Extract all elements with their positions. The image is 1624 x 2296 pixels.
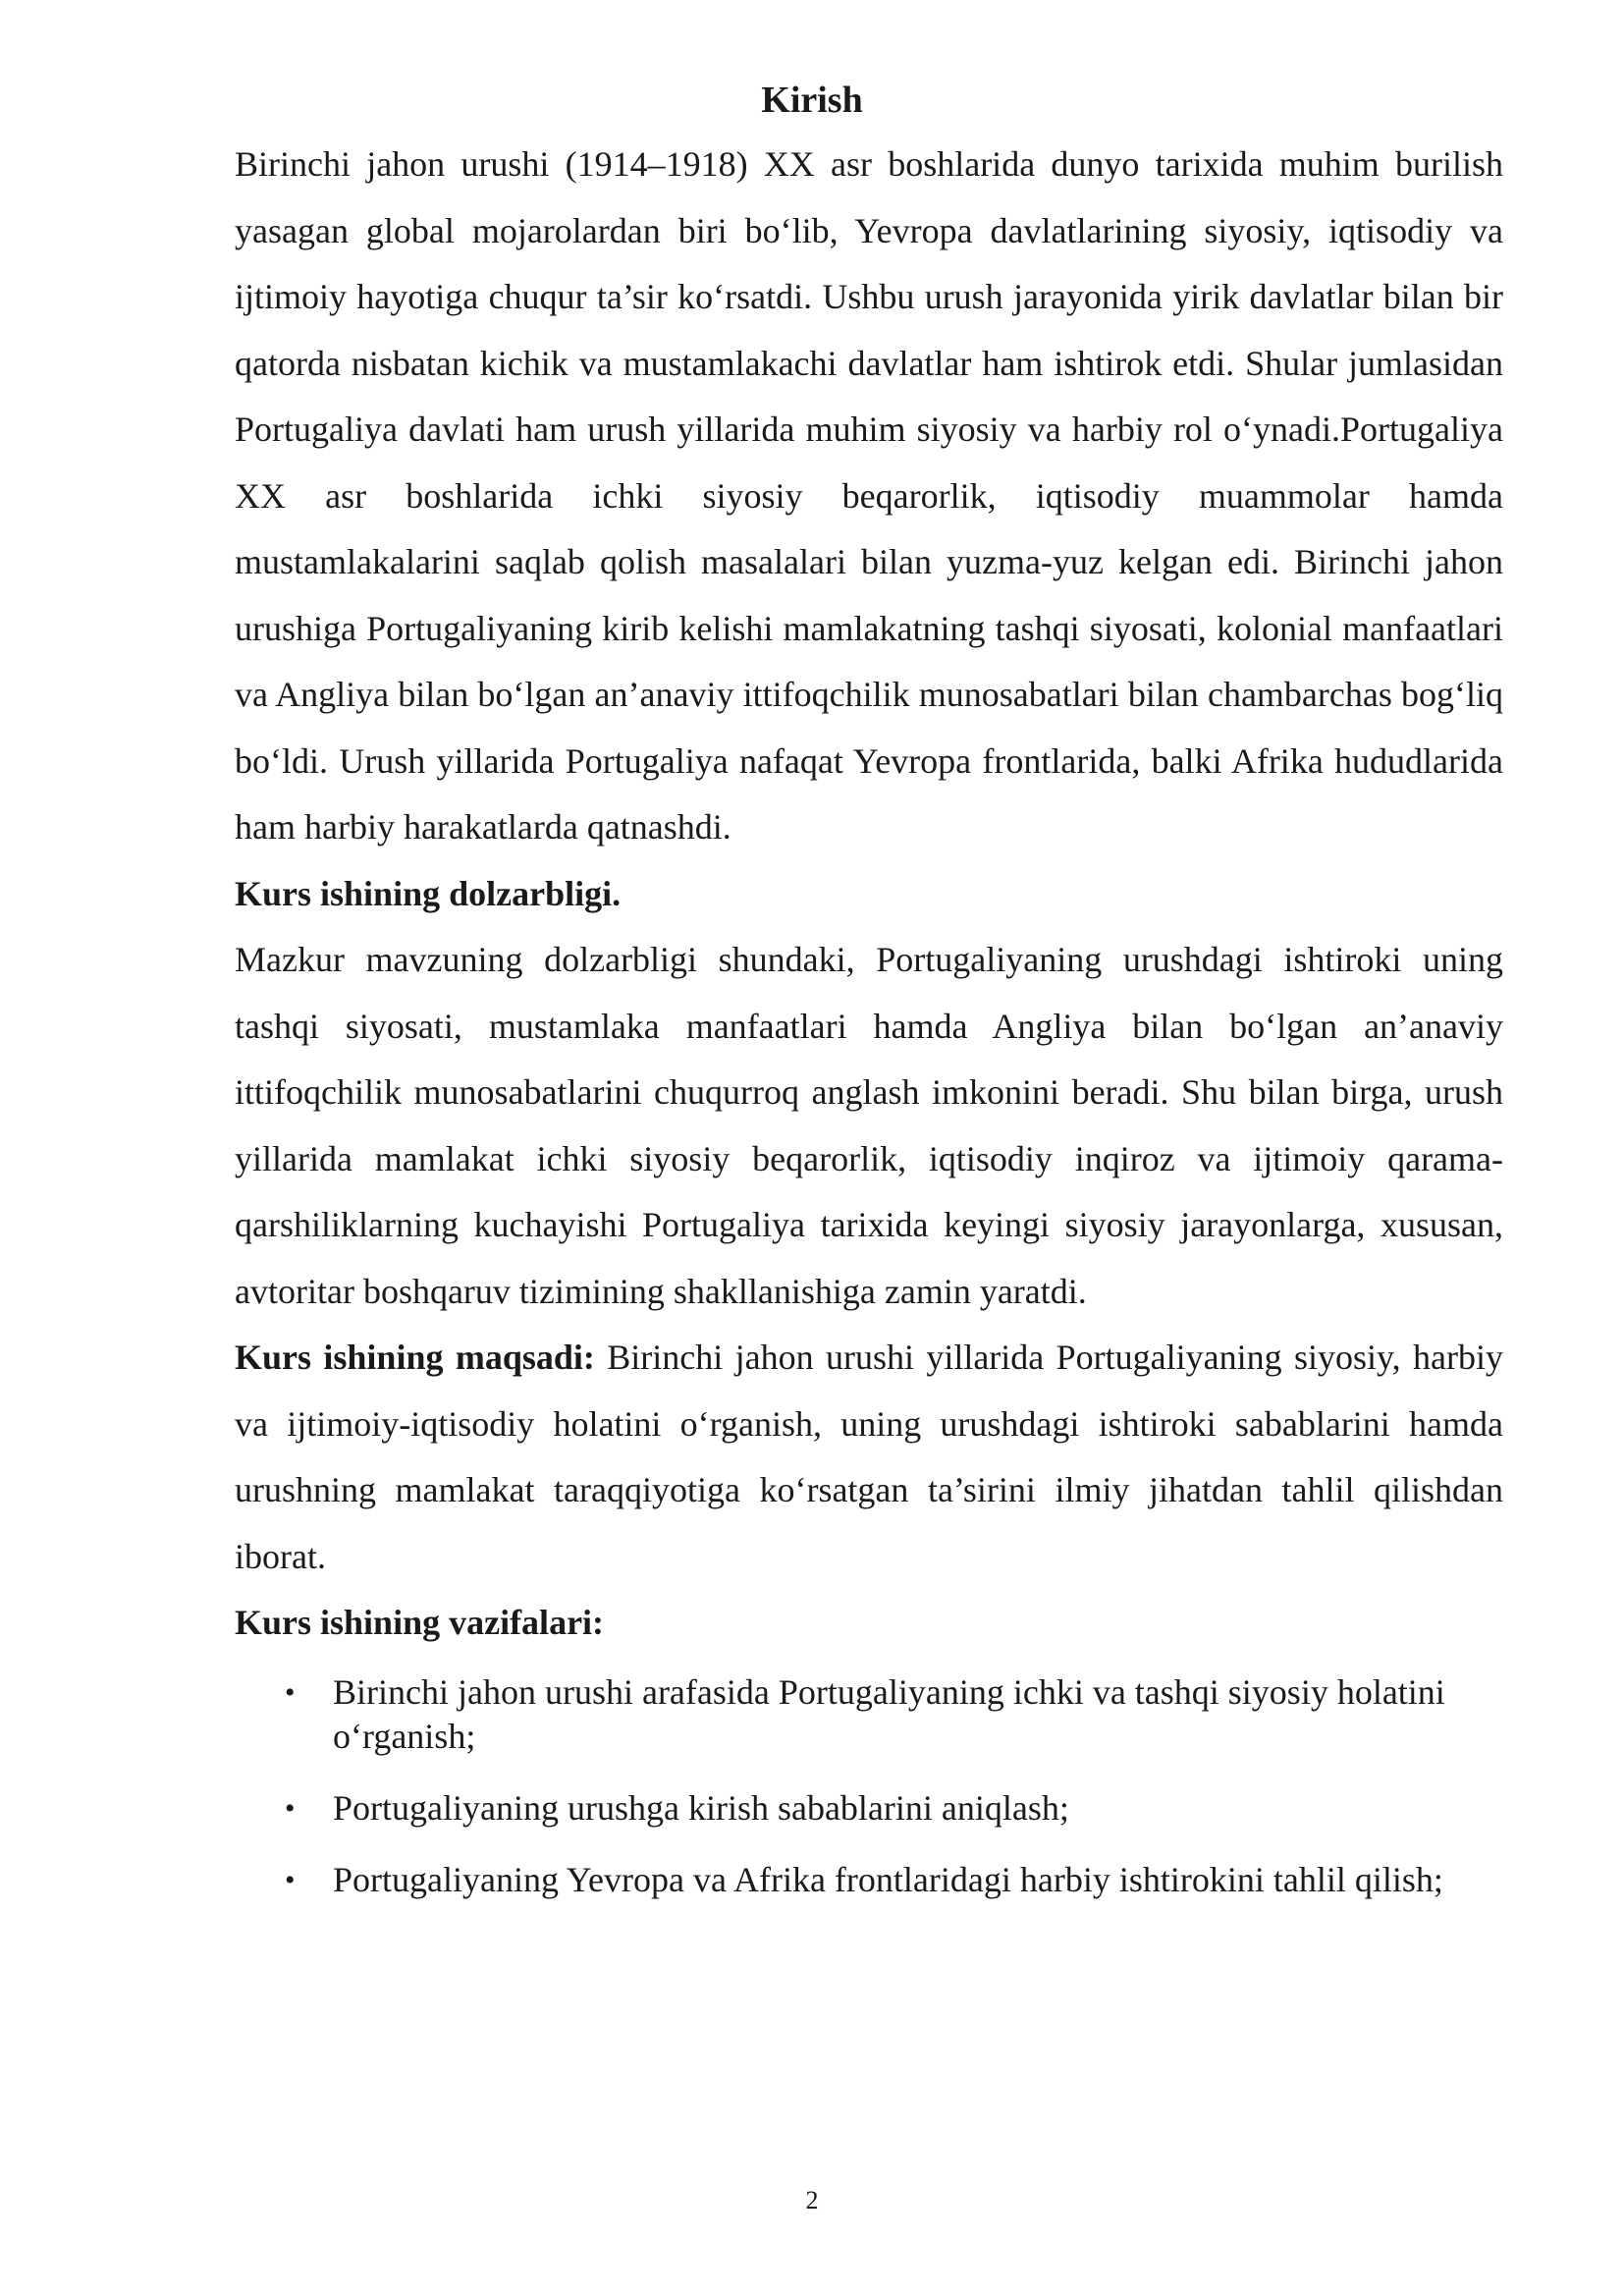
bullet-icon: • xyxy=(285,1791,296,1825)
relevance-paragraph: Mazkur mavzuning dolzarbligi shundaki, Portugaliyaning urushdagi ishtiroki uning tashqi siyosati, mustamlaka manfaatlari hamda Angliya bilan bo‘lgan an’anaviy ittifoqchilik munosabatlarini chuqurroq anglash imkonini beradi. Shu bilan birga, urush yillarida mamlakat ichki siyosiy beqarorlik, iqtisodiy inqiroz va ijtimoiy qarama-qarshiliklarning kuchayishi Portugaliya tarixida keyingi siyosiy jarayonlarga, xususan, avtoritar boshqaruv tizimining shakllanishiga zamin yaratdi. xyxy=(235,940,1503,1311)
intro-paragraph: Birinchi jahon urushi (1914–1918) XX asr boshlarida dunyo tarixida muhim burilish yasagan global mojarolardan biri bo‘lib, Yevropa davlatlarining siyosiy, iqtisodiy va ijtimoiy hayotiga chuqur ta’sir ko‘rsatdi. Ushbu urush jarayonida yirik davlatlar bilan bir qatorda nisbatan kichik va mustamlakachi davlatlar ham ishtirok etdi. Shular jumlasidan Portugaliya davlati ham urush yillarida muhim siyosiy va harbiy rol o‘ynadi.Portugaliya XX asr boshlarida ichki siyosiy beqarorlik, iqtisodiy muammolar hamda mustamlakalarini saqlab qolish masalalari bilan yuzma-yuz kelgan edi. Birinchi jahon urushiga Portugaliyaning kirib kelishi mamlakatning tashqi siyosati, kolonial manfaatlari va Angliya bilan bo‘lgan an’anaviy ittifoqchilik munosabatlari bilan chambarchas bog‘liq bo‘ldi. Urush yillarida Portugaliya nafaqat Yevropa frontlarida, balki Afrika hududlarida ham harbiy harakatlarda qatnashdi. xyxy=(235,144,1503,847)
page-content xyxy=(235,132,1503,1930)
task-text: Birinchi jahon urushi arafasida Portugaliyaning ichki va tashqi siyosiy holatini o‘rganish; xyxy=(333,1671,1445,1756)
page-number: 2 xyxy=(805,2186,819,2214)
goal-paragraph xyxy=(235,1325,1503,1590)
task-text: Portugaliyaning Yevropa va Afrika frontlaridagi harbiy ishtirokini tahlil qilish; xyxy=(333,1859,1443,1899)
goal-label: Kurs ishining maqsadi: xyxy=(235,1338,595,1377)
page-title: Kirish xyxy=(761,80,863,121)
task-item xyxy=(235,1858,1503,1902)
bullet-icon: • xyxy=(285,1675,296,1709)
goal-text: Birinchi jahon urushi yillarida Portugaliyaning siyosiy, harbiy va ijtimoiy-iqtisodiy holatini o‘rganish, uning urushdagi ishtiroki sabablarini hamda urushning mamlakat taraqqiyotiga ko‘rsatgan ta’sirini ilmiy jihatdan tahlil qilishdan iborat. xyxy=(235,1338,1504,1576)
task-text: Portugaliyaning urushga kirish sabablarini aniqlash; xyxy=(333,1787,1069,1828)
task-item xyxy=(235,1786,1503,1831)
tasks-heading: Kurs ishining vazifalari: xyxy=(235,1603,605,1642)
bullet-icon: • xyxy=(285,1863,296,1896)
relevance-heading: Kurs ishining dolzarbligi. xyxy=(235,873,622,913)
tasks-list xyxy=(235,1670,1503,1902)
task-item xyxy=(235,1670,1503,1759)
